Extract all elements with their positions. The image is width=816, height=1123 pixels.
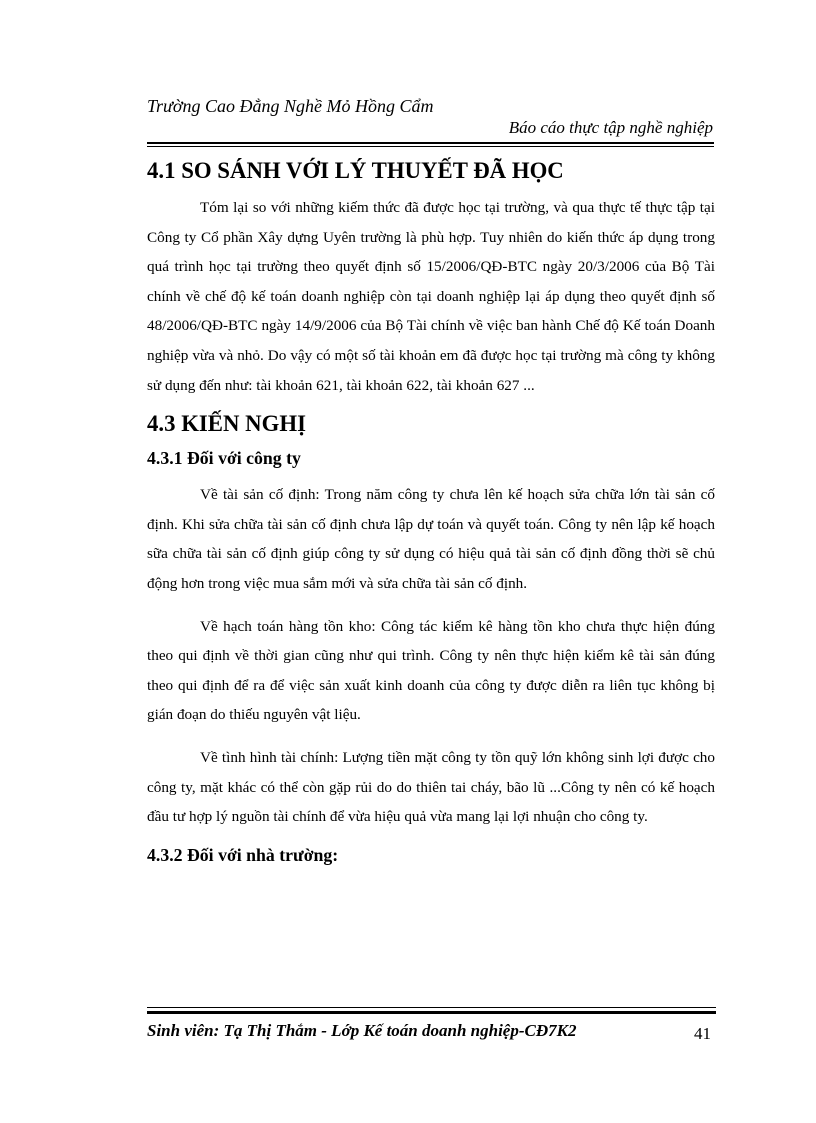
section-heading-4-1: 4.1 SO SÁNH VỚI LÝ THUYẾT ĐÃ HỌC [147,158,564,183]
section-paragraph: Tóm lại so với những kiếm thức đã được học tại trường, và qua thực tế thực tập tại Công ty Cổ phần Xây dựng Uyên trường là phù hợp. Tuy nhiên do kiến thức áp dụng trong quá trình học tại trường theo quyết định số 15/2006/QĐ-BTC ngày 20/3/2006 của Bộ Tài chính về chế độ kế toán doanh nghiệp còn tại doanh nghiệp lại áp dụng theo quyết định số 48/2006/QĐ-BTC ngày 14/9/2006 của Bộ Tài chính về việc ban hành Chế độ Kế toán Doanh nghiệp vừa và nhỏ. Do vậy có một số tài khoản em đã được học tại trường mà công ty không sử dụng đến như: tài khoản 621, tài khoản 622, tài khoản 627 ... [147,199,715,394]
school-name: Trường Cao Đẳng Nghề Mỏ Hồng Cẩm [147,96,434,116]
document-body [147,160,715,866]
paragraph-finance: Về tình hình tài chính: Lượng tiền mặt công ty tồn quỹ lớn không sinh lợi được cho công ty, mặt khác có thể còn gặp rủi do do thiên tai cháy, bão lũ ...Công ty nên có kế hoạch đầu tư hợp lý nguồn tài chính để vừa hiệu quả vừa mang lại lợi nhuận cho công ty. [147,748,715,826]
report-title: Báo cáo thực tập nghề nghiệp [508,118,713,137]
footer-rule [147,1011,716,1014]
section-heading-4-3: 4.3 KIẾN NGHỊ [147,411,306,437]
paragraph-inventory: Về hạch toán hàng tồn kho: Công tác kiểm kê hàng tồn kho chưa thực hiện đúng theo qui định về thời gian cũng như qui trình. Công ty nên thực hiện kiểm kê tài sản đúng theo qui định để ra để việc sản xuất kinh doanh của công ty được diễn ra liên tục không bị gián đoạn do thiếu nguyên vật liệu. [147,617,715,724]
paragraph-fixed-assets: Về tài sản cố định: Trong năm công ty chưa lên kế hoạch sửa chữa lớn tài sản cố định. Khi sửa chữa tài sản cố định chưa lập dự toán và quyết toán. Công ty nên lập kế hoạch sữa chữa tài sản cố định giúp công ty sử dụng có hiệu quả tài sản cố định đồng thời sẽ chủ động hơn trong việc mua sắm mới và sửa chữa tài sản cố định. [147,486,715,592]
footer-rule-thin [147,1007,716,1008]
header-rule-thin [147,146,714,147]
subsection-heading-4-3-2: 4.3.2 Đối với nhà trường: [147,844,339,865]
page-number: 41 [694,1024,711,1043]
subsection-heading-4-3-1: 4.3.1 Đối với công ty [147,448,301,469]
header-rule [147,142,714,144]
student-info: Sinh viên: Tạ Thị Thắm - Lớp Kế toán doanh nghiệp-CĐ7K2 [147,1021,577,1040]
